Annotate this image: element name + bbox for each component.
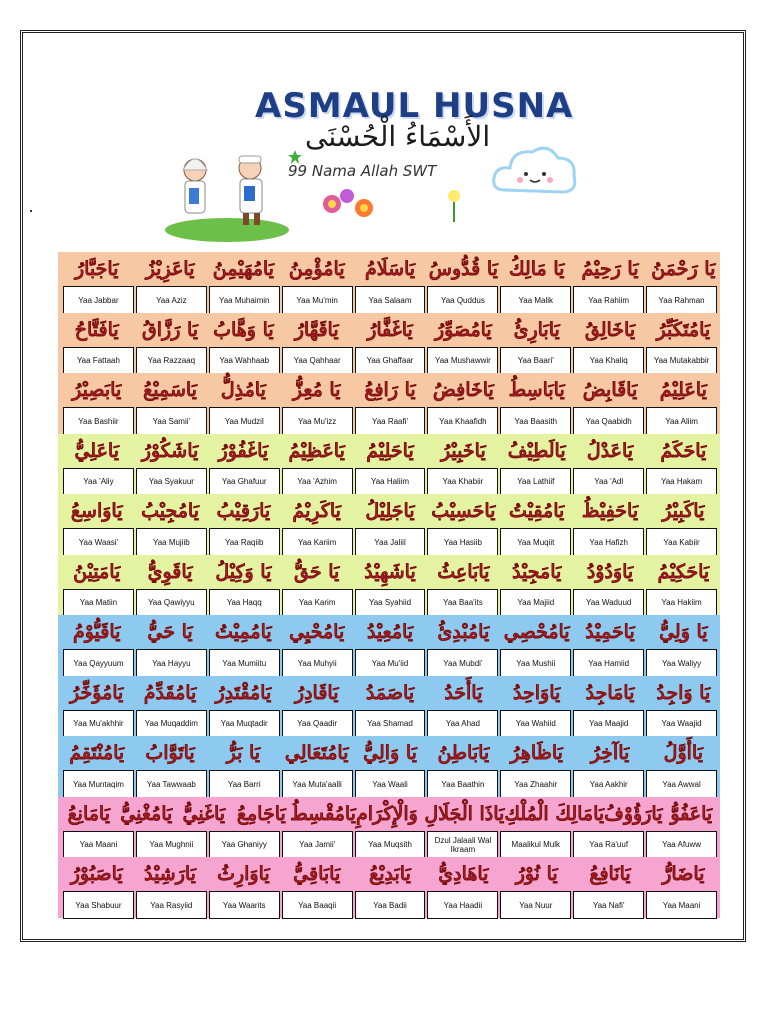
latin-name-box: Yaa Muhyii: [282, 649, 353, 677]
latin-name-box: Yaa Mu'izz: [282, 407, 353, 435]
latin-name-box: Yaa Kariim: [282, 528, 353, 556]
latin-row: [62, 286, 718, 314]
arabic-name: يَامُقِيْتُ: [509, 500, 565, 522]
arabic-name: يَامُهَيْمِنُ: [212, 258, 274, 280]
latin-name-box: Yaa Aakhir: [573, 770, 644, 798]
latin-name-box: Yaa Raqiib: [209, 528, 280, 556]
latin-name-box: Yaa Haliim: [355, 468, 426, 496]
arabic-name: يَارَشِيْدُ: [144, 863, 196, 885]
arabic-name: يَابَصِيْرُ: [72, 379, 122, 401]
latin-name-box: Yaa Rahman: [646, 286, 717, 314]
latin-name-box: Yaa Mumiitu: [209, 649, 280, 677]
arabic-name: يَاحَسِيْبُ: [431, 500, 496, 522]
arabic-name: يَاحَكَمُ: [660, 439, 707, 462]
latin-name-box: Yaa Jamii': [282, 831, 353, 859]
latin-name-box: Yaa Maajid: [573, 710, 644, 738]
children-illustration: [165, 150, 290, 240]
latin-name-box: Yaa Maani: [646, 891, 717, 919]
arabic-name: يَاشَهِيْدُ: [364, 560, 416, 583]
latin-name-box: Yaa Mujiib: [136, 528, 207, 556]
arabic-name: يَاعَفُوُّ: [670, 802, 713, 825]
arabic-name: يَاوَاحِدُ: [513, 681, 561, 704]
flowers-illustration: [312, 186, 462, 226]
latin-name-box: Yaa Mu'iid: [355, 649, 426, 677]
latin-name-box: Yaa Rasyiid: [136, 891, 207, 919]
arabic-name: يَاقَيُّوْمُ: [72, 621, 121, 643]
latin-name-box: Yaa Matiin: [63, 589, 134, 617]
latin-name-box: Yaa Afuww: [646, 831, 717, 859]
arabic-row: [60, 495, 720, 527]
latin-name-box: Yaa Awwal: [646, 770, 717, 798]
latin-name-box: Yaa Baa'its: [427, 589, 498, 617]
arabic-name: يَاشَكُوْرُ: [141, 439, 199, 462]
arabic-name: يَاغَفَّارُ: [367, 318, 413, 341]
arabic-name: يَانَافِعُ: [589, 863, 631, 885]
latin-name-box: Yaa Nafi': [573, 891, 644, 919]
arabic-name: يَاوَاسِعُ: [70, 500, 123, 522]
latin-name-box: Yaa Aziz: [136, 286, 207, 314]
arabic-name: يَاخَالِقُ: [584, 318, 636, 341]
latin-name-box: Yaa Majiid: [500, 589, 571, 617]
arabic-name: يَامَانِعُ: [67, 802, 111, 825]
arabic-name: يَابَدِيْعُ: [369, 863, 411, 885]
arabic-name: يَاقَهَّارُ: [294, 318, 339, 341]
latin-name-box: Yaa Ghaniyy: [209, 831, 280, 859]
latin-name-box: Yaa Mushii: [500, 649, 571, 677]
arabic-name: يَاوَارِثُ: [217, 863, 270, 885]
arabic-name: يَا رَافِعُ: [364, 379, 416, 401]
latin-name-box: Yaa Waasi': [63, 528, 134, 556]
arabic-row: [60, 858, 720, 890]
latin-name-box: Yaa Muqtadir: [209, 710, 280, 738]
latin-name-box: Yaa Qahhaar: [282, 347, 353, 375]
latin-name-box: Yaa Baathin: [427, 770, 498, 798]
arabic-name: يَاعَدْلُ: [586, 439, 634, 462]
arabic-name: يَابَاعِثُ: [437, 560, 490, 583]
latin-name-box: Yaa Muhaimin: [209, 286, 280, 314]
arabic-name: يَامُقْسِطُ: [290, 802, 356, 825]
arabic-name: يَامَاجِدُ: [585, 681, 635, 704]
arabic-name: يَامُحْصِي: [503, 621, 570, 643]
arabic-name: يَاعَلِيُّ: [74, 439, 119, 462]
arabic-name: يَامُحْيِي: [289, 621, 345, 643]
arabic-name: يَاأَحَدُ: [444, 681, 483, 704]
arabic-name: يَاهَادِيُّ: [438, 863, 489, 885]
arabic-name: يَامَتِيْنُ: [73, 560, 121, 583]
arabic-name: يَاحَمِيْدُ: [585, 621, 635, 643]
latin-name-box: Yaa Baaqii: [282, 891, 353, 919]
latin-name-box: Yaa Hakiim: [646, 589, 717, 617]
arabic-name: يَا رَحِيْمُ: [581, 258, 639, 280]
latin-row: [62, 347, 718, 375]
latin-name-box: Yaa Qayyuum: [63, 649, 134, 677]
arabic-name: يَا وَلِيُّ: [659, 621, 708, 643]
latin-name-box: Yaa Samii': [136, 407, 207, 435]
arabic-name: يَاوَدُوْدُ: [586, 560, 634, 583]
latin-name-box: Yaa Muntaqim: [63, 770, 134, 798]
names-grid: [58, 252, 720, 920]
arabic-name: يَا حَقُّ: [294, 560, 340, 583]
latin-row: [62, 407, 718, 435]
arabic-name: يَامُؤْمِنُ: [288, 258, 345, 280]
arabic-name: يَاعَظِيْمُ: [288, 439, 345, 462]
latin-name-box: Yaa Mubdi': [427, 649, 498, 677]
latin-row: [62, 770, 718, 798]
latin-name-box: Yaa Mutakabbir: [646, 347, 717, 375]
arabic-name: يَامَجِيْدُ: [512, 560, 562, 583]
arabic-name: يَاجَبَّارُ: [74, 258, 119, 280]
arabic-name: يَاحَلِيْمُ: [366, 439, 414, 462]
arabic-name: يَالَطِيْفُ: [507, 439, 566, 462]
latin-name-box: Yaa Mu'min: [282, 286, 353, 314]
latin-name-box: Yaa Hafizh: [573, 528, 644, 556]
arabic-name: يَاكَرِيْمُ: [292, 500, 341, 522]
cloud-icon: [490, 138, 580, 208]
latin-name-box: Yaa Hamiid: [573, 649, 644, 677]
arabic-name: يَاجَامِعُ: [236, 802, 286, 825]
arabic-name: يَامُؤَخِّرُ: [70, 681, 124, 704]
arabic-name: يَا نُوْرُ: [515, 863, 558, 885]
latin-row: [62, 831, 718, 859]
arabic-name: يَاقَوِيُّ: [147, 560, 193, 583]
arabic-name: يَاعَزِيْزُ: [145, 258, 195, 280]
latin-name-box: Yaa Jaliil: [355, 528, 426, 556]
latin-name-box: Yaa Qaabidh: [573, 407, 644, 435]
latin-name-box: Yaa Shabuur: [63, 891, 134, 919]
arabic-name: يَا مُعِزُّ: [292, 379, 341, 401]
arabic-name: يَا مَالِكُ: [508, 258, 565, 280]
arabic-name: يَامُبْدِئُ: [437, 621, 490, 643]
arabic-name: يَامُصَوِّرُ: [434, 318, 492, 341]
arabic-name: يَاسَمِيْعُ: [143, 379, 197, 401]
arabic-name: يَابَارِئُ: [513, 318, 560, 341]
latin-name-box: Yaa Ghafuur: [209, 468, 280, 496]
arabic-name: يَامُقْتَدِرُ: [215, 681, 272, 704]
arabic-row: [60, 798, 720, 830]
latin-name-box: Yaa Mudzil: [209, 407, 280, 435]
arabic-name: يَامُنْتَقِمُ: [69, 742, 125, 764]
arabic-name: يَاقَادِرُ: [294, 681, 339, 704]
arabic-name: يَاأَوَّلُ: [663, 742, 703, 764]
latin-name-box: Yaa Qawiyyu: [136, 589, 207, 617]
latin-row: [62, 589, 718, 617]
arabic-name: يَاحَفِيْظُ: [581, 500, 639, 522]
latin-name-box: Yaa Maani: [63, 831, 134, 859]
latin-name-box: Yaa Qaadir: [282, 710, 353, 738]
arabic-name: يَاجَلِيْلُ: [365, 500, 415, 522]
latin-name-box: Yaa Hayyu: [136, 649, 207, 677]
latin-name-box: Yaa Muqiit: [500, 528, 571, 556]
arabic-row: [60, 556, 720, 588]
latin-name-box: Yaa Haqq: [209, 589, 280, 617]
arabic-name: يَاغَفُوْرُ: [218, 439, 269, 462]
latin-row: [62, 649, 718, 677]
latin-name-box: Yaa Bashiir: [63, 407, 134, 435]
arabic-row: [60, 314, 720, 346]
latin-name-box: Yaa Ra'uuf: [573, 831, 644, 859]
latin-name-box: Yaa Shamad: [355, 710, 426, 738]
latin-name-box: Yaa Waduud: [573, 589, 644, 617]
latin-name-box: Yaa Mushawwir: [427, 347, 498, 375]
header: [0, 0, 768, 240]
arabic-name: يَا قُدُّوسُ: [428, 258, 498, 280]
latin-name-box: Yaa Zhaahir: [500, 770, 571, 798]
latin-name-box: Yaa Tawwaab: [136, 770, 207, 798]
latin-name-box: Yaa Raafi': [355, 407, 426, 435]
latin-name-box: Yaa Karim: [282, 589, 353, 617]
latin-name-box: Yaa Waarits: [209, 891, 280, 919]
arabic-row: [60, 435, 720, 467]
arabic-name: يَاخَافِضُ: [432, 379, 494, 401]
arabic-name: يَاتَوَّابُ: [145, 742, 195, 764]
arabic-name: يَاحَكِيْمُ: [657, 560, 710, 583]
latin-row: [62, 528, 718, 556]
latin-name-box: Yaa Mughnii: [136, 831, 207, 859]
arabic-name: يَاظَاهِرُ: [510, 742, 563, 764]
arabic-name: يَاعَلِيْمُ: [659, 379, 707, 401]
latin-name-box: Yaa Hakam: [646, 468, 717, 496]
arabic-name: يَا بَرُّ: [226, 742, 261, 764]
arabic-name: يَامُتَعَالِي: [284, 742, 349, 764]
page-title: ASMAUL HUSNA: [255, 86, 574, 126]
latin-name-box: Yaa Muta'aalli: [282, 770, 353, 798]
latin-name-box: Yaa Kabiir: [646, 528, 717, 556]
latin-name-box: Yaa Fattaah: [63, 347, 134, 375]
latin-name-box: Yaa Malik: [500, 286, 571, 314]
latin-name-box: Yaa Lathiif: [500, 468, 571, 496]
latin-name-box: Yaa Muqaddim: [136, 710, 207, 738]
arabic-name: يَا وَاجِدُ: [656, 681, 711, 704]
arabic-name: يَارَؤُوْفُ: [604, 802, 663, 825]
latin-name-box: Yaa 'Adl: [573, 468, 644, 496]
arabic-name: يَا رَزَّاقُ: [142, 318, 199, 341]
latin-name-box: Yaa Syakuur: [136, 468, 207, 496]
latin-name-box: Yaa Khaafidh: [427, 407, 498, 435]
latin-row: [62, 710, 718, 738]
arabic-name: يَا وَالِيُّ: [363, 742, 417, 764]
latin-name-box: Yaa Haadii: [427, 891, 498, 919]
latin-name-box: Yaa Aliim: [646, 407, 717, 435]
latin-name-box: Yaa 'Azhim: [282, 468, 353, 496]
arabic-name: يَامُجِيْبُ: [141, 500, 199, 522]
latin-name-box: Yaa Baasith: [500, 407, 571, 435]
latin-name-box: Yaa Rahiim: [573, 286, 644, 314]
arabic-name: يَا رَحْمَنُ: [651, 258, 716, 280]
arabic-name: يَامُعِيْدُ: [366, 621, 414, 643]
latin-name-box: Yaa Ahad: [427, 710, 498, 738]
arabic-row: [60, 374, 720, 406]
arabic-name: يَامُقَدِّمُ: [143, 681, 197, 704]
latin-row: [62, 468, 718, 496]
latin-name-box: Yaa Hasiib: [427, 528, 498, 556]
arabic-name: يَاغَنِيُّ: [182, 802, 226, 825]
arabic-name: يَا وَهَّابُ: [213, 318, 274, 341]
arabic-name: يَاصَبُوْرُ: [70, 863, 123, 885]
arabic-name: يَامَالِكَ الْمُلْكِ: [504, 802, 605, 825]
arabic-name: يَابَاسِطُ: [508, 379, 565, 401]
arabic-name: يَاقَابِضُ: [582, 379, 638, 401]
arabic-name: يَامُمِيْتُ: [215, 621, 272, 643]
arabic-name: يَا وَكِيْلُ: [215, 560, 272, 583]
latin-name-box: Yaa Syahiid: [355, 589, 426, 617]
arabic-name: يَابَاطِنُ: [437, 742, 490, 764]
arabic-name: يَاآخِرُ: [590, 742, 630, 764]
arabic-name: يَاذَا الْجَلَالِ وَالْإِكْرَامِ: [355, 802, 505, 825]
latin-name-box: Yaa Khaliq: [573, 347, 644, 375]
arabic-name: يَاصَمَدُ: [365, 681, 415, 704]
arabic-name: يَافَتَّاحُ: [74, 318, 119, 341]
arabic-row: [60, 253, 720, 285]
latin-name-box: Yaa Salaam: [355, 286, 426, 314]
arabic-row: [60, 737, 720, 769]
latin-name-box: Yaa Ghaffaar: [355, 347, 426, 375]
latin-name-box: Maalikul Mulk: [500, 831, 571, 859]
latin-name-box: Yaa Nuur: [500, 891, 571, 919]
arabic-name: يَارَقِيْبُ: [216, 500, 271, 522]
arabic-name: يَابَاقِيُّ: [293, 863, 341, 885]
arabic-name: يَا حَيُّ: [147, 621, 193, 643]
latin-name-box: Yaa Khabiir: [427, 468, 498, 496]
subtitle: 99 Nama Allah SWT: [288, 162, 437, 180]
arabic-name: يَاخَبِيْرُ: [440, 439, 486, 462]
latin-name-box: Yaa Muqsith: [355, 831, 426, 859]
star-icon: [288, 150, 302, 164]
latin-name-box: Yaa Waali: [355, 770, 426, 798]
arabic-row: [60, 616, 720, 648]
arabic-name: يَاسَلَامُ: [364, 258, 416, 280]
latin-name-box: Yaa Baari': [500, 347, 571, 375]
latin-name-box: Yaa Barri: [209, 770, 280, 798]
latin-name-box: Yaa Jabbar: [63, 286, 134, 314]
latin-name-box: Yaa Razzaaq: [136, 347, 207, 375]
latin-name-box: Yaa Badii: [355, 891, 426, 919]
arabic-name: يَامُغْنِيُّ: [120, 802, 173, 825]
latin-name-box: Yaa Waajid: [646, 710, 717, 738]
latin-name-box: Yaa Waliyy: [646, 649, 717, 677]
latin-name-box: Yaa Wahiid: [500, 710, 571, 738]
latin-name-box: Yaa Wahhaab: [209, 347, 280, 375]
arabic-name: يَاكَبِيْرُ: [662, 500, 705, 522]
latin-name-box: Dzul Jalaali Wal Ikraam: [427, 831, 498, 859]
latin-name-box: Yaa Mu'akhhir: [63, 710, 134, 738]
arabic-row: [60, 677, 720, 709]
latin-name-box: Yaa Quddus: [427, 286, 498, 314]
arabic-name: يَامُذِلُّ: [220, 379, 266, 401]
latin-name-box: Yaa 'Aliy: [63, 468, 134, 496]
arabic-title: الأَسْمَاءُ الْحُسْنَى: [305, 120, 491, 153]
arabic-name: يَامُتَكَبِّرُ: [656, 318, 711, 341]
arabic-name: يَاضَارُّ: [662, 863, 705, 885]
latin-row: [62, 891, 718, 919]
